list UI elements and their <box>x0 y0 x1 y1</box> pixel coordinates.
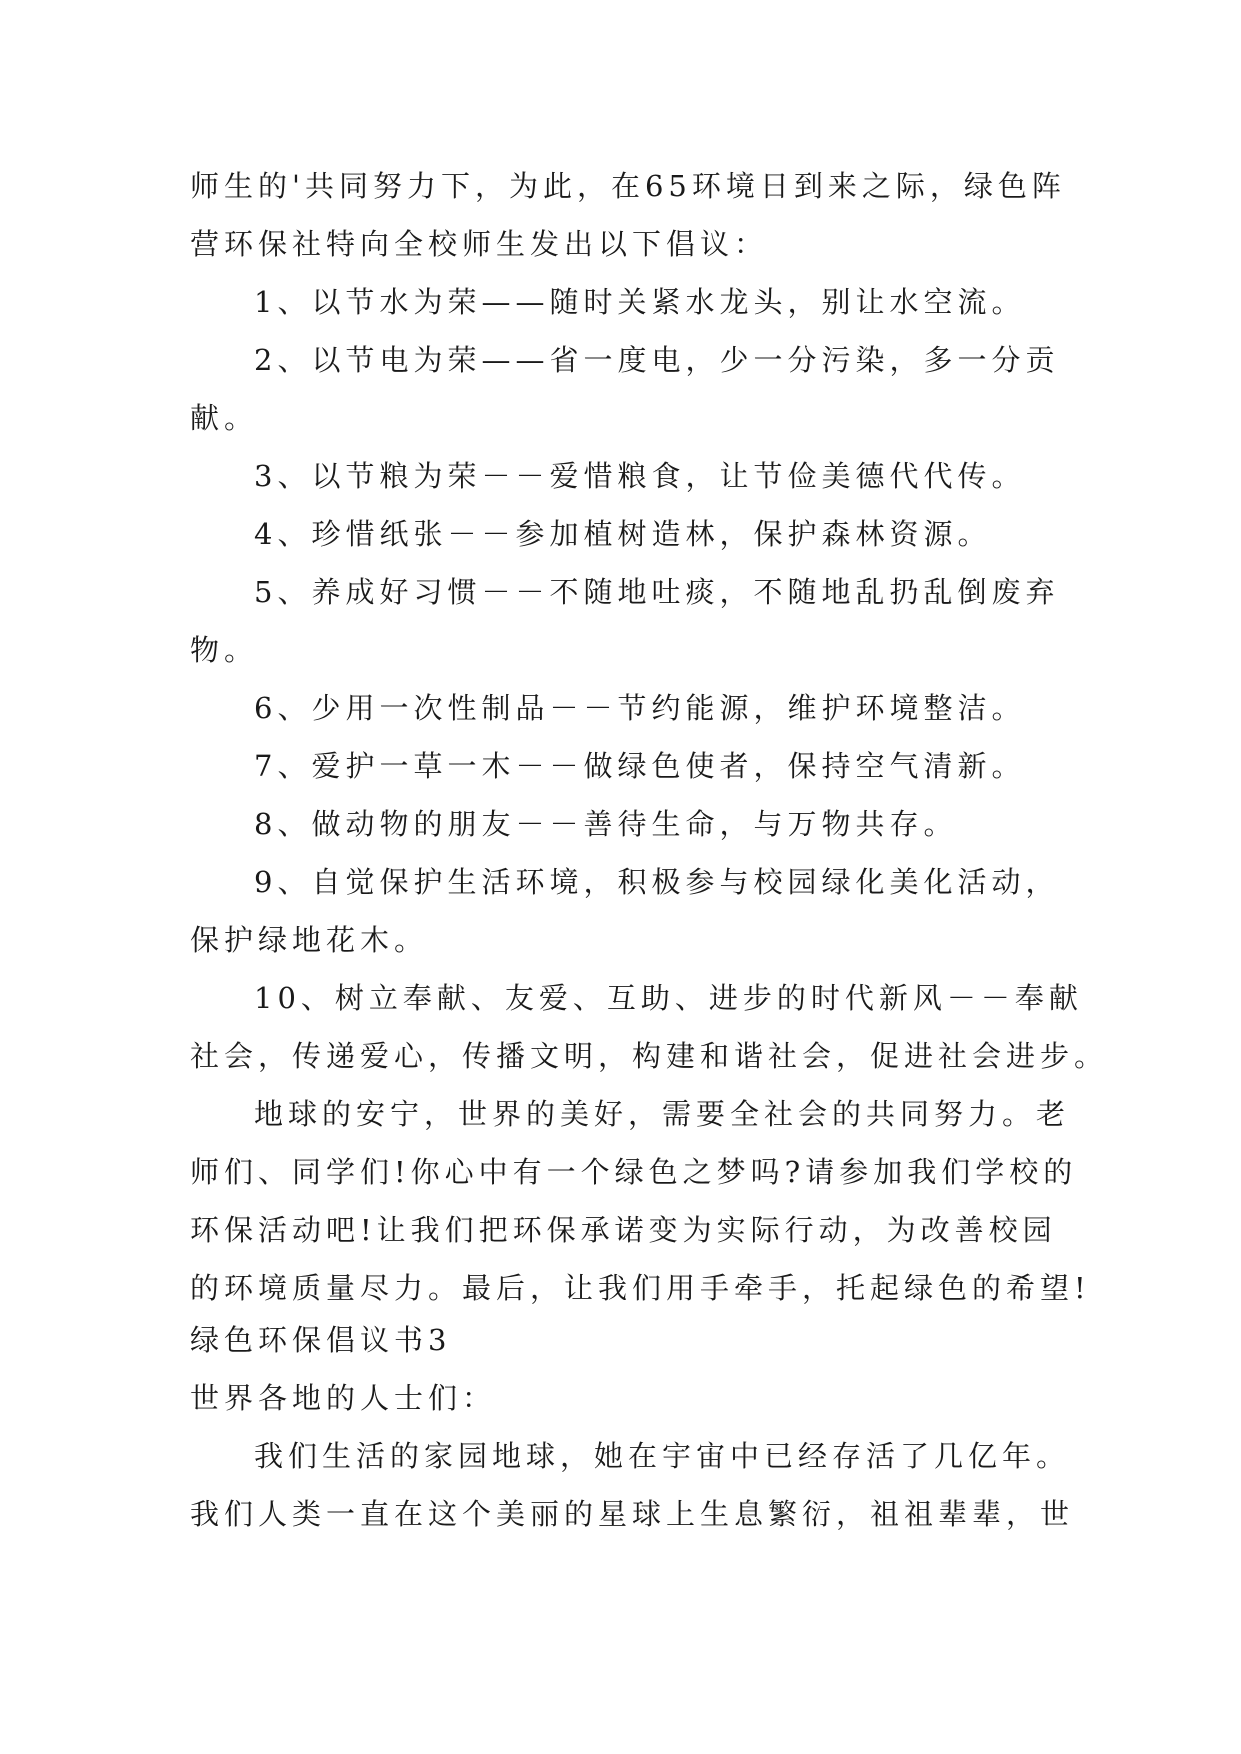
text-line: 的环境质量尽力。最后，让我们用手牵手，托起绿色的希望! <box>190 1271 1091 1305</box>
text-line: 我们人类一直在这个美丽的星球上生息繁衍，祖祖辈辈，世 <box>190 1497 1075 1531</box>
salutation: 世界各地的人士们： <box>190 1381 497 1415</box>
list-item: 10、树立奉献、友爱、互助、进步的时代新风－－奉献 <box>254 981 1083 1015</box>
list-item: 2、以节电为荣——省一度电，少一分污染，多一分贡 <box>254 343 1060 377</box>
list-item: 3、以节粮为荣－－爱惜粮食，让节俭美德代代传。 <box>254 459 1026 493</box>
list-item: 6、少用一次性制品－－节约能源，维护环境整洁。 <box>254 691 1026 725</box>
section-title: 绿色环保倡议书3 <box>190 1323 452 1357</box>
text-line: 环保活动吧!让我们把环保承诺变为实际行动，为改善校园 <box>190 1213 1057 1247</box>
text-line: 营环保社特向全校师生发出以下倡议： <box>190 227 769 261</box>
list-item: 8、做动物的朋友－－善待生命，与万物共存。 <box>254 807 958 841</box>
paragraph-start: 地球的安宁，世界的美好，需要全社会的共同努力。老 <box>254 1097 1071 1131</box>
text-line: 社会，传递爱心，传播文明，构建和谐社会，促进社会进步。 <box>190 1039 1109 1073</box>
list-item: 5、养成好习惯－－不随地吐痰，不随地乱扔乱倒废弃 <box>254 575 1060 609</box>
paragraph-start: 我们生活的家园地球，她在宇宙中已经存活了几亿年。 <box>254 1439 1071 1473</box>
text-line: 师生的'共同努力下，为此，在65环境日到来之际，绿色阵 <box>190 169 1066 203</box>
list-item: 7、爱护一草一木－－做绿色使者，保持空气清新。 <box>254 749 1026 783</box>
list-item: 9、自觉保护生活环境，积极参与校园绿化美化活动， <box>254 865 1060 899</box>
list-item: 1、以节水为荣——随时关紧水龙头，别让水空流。 <box>254 285 1026 319</box>
text-line: 物。 <box>190 633 259 667</box>
text-line: 师们、同学们!你心中有一个绿色之梦吗?请参加我们学校的 <box>190 1155 1078 1189</box>
text-line: 献。 <box>190 401 259 435</box>
list-item: 4、珍惜纸张－－参加植树造林，保护森林资源。 <box>254 517 992 551</box>
text-line: 保护绿地花木。 <box>190 923 429 957</box>
